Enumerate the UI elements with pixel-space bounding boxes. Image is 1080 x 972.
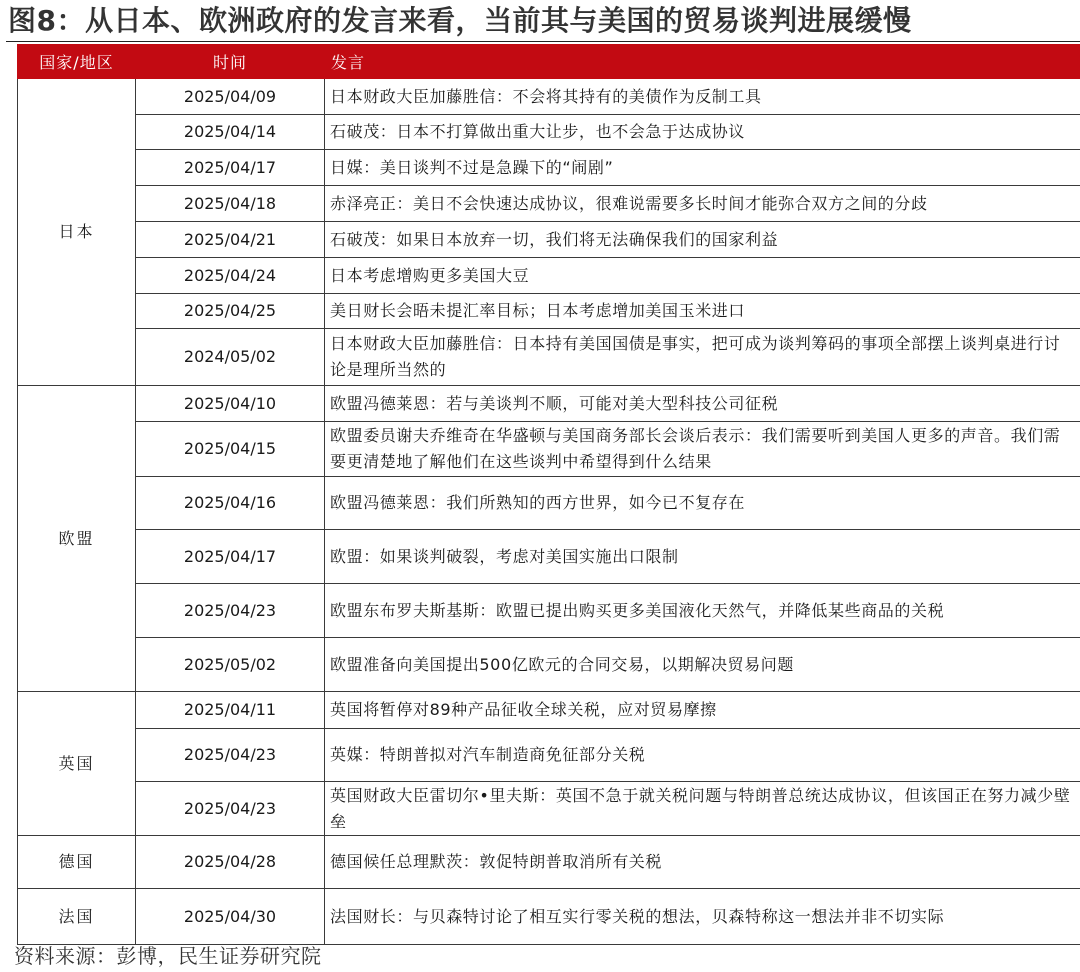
table-row xyxy=(18,329,1080,386)
table-row xyxy=(18,889,1080,945)
date-cell: 2025/04/17 xyxy=(136,530,325,584)
date-cell: 2025/04/11 xyxy=(136,692,325,729)
date-cell: 2025/04/30 xyxy=(136,889,325,945)
country-cell: 法国 xyxy=(18,889,136,945)
date-cell: 2025/04/15 xyxy=(136,422,325,477)
table-row xyxy=(18,386,1080,422)
header-date: 时间 xyxy=(136,45,325,79)
source-note: 资料来源：彭博，民生证券研究院 xyxy=(14,944,322,968)
statement-cell: 欧盟冯德莱恩：我们所熟知的西方世界，如今已不复存在 xyxy=(325,477,1080,530)
date-cell: 2025/04/23 xyxy=(136,729,325,782)
country-cell: 欧盟 xyxy=(18,386,136,692)
header-statement: 发言 xyxy=(325,45,1080,79)
table-row xyxy=(18,222,1080,258)
date-cell: 2025/04/18 xyxy=(136,186,325,222)
statement-cell: 石破茂：如果日本放弃一切，我们将无法确保我们的国家利益 xyxy=(325,222,1080,258)
table-row xyxy=(18,422,1080,477)
statement-cell: 英媒：特朗普拟对汽车制造商免征部分关税 xyxy=(325,729,1080,782)
date-cell: 2024/05/02 xyxy=(136,329,325,386)
statements-table xyxy=(17,44,1080,945)
statement-cell: 欧盟冯德莱恩：若与美谈判不顺，可能对美大型科技公司征税 xyxy=(325,386,1080,422)
date-cell: 2025/04/28 xyxy=(136,836,325,889)
statement-cell: 欧盟东布罗夫斯基斯：欧盟已提出购买更多美国液化天然气，并降低某些商品的关税 xyxy=(325,584,1080,638)
table-row xyxy=(18,638,1080,692)
statement-cell: 日本财政大臣加藤胜信：日本持有美国国债是事实，把可成为谈判筹码的事项全部摆上谈判桌进行讨论是理所当然的 xyxy=(325,329,1080,386)
date-cell: 2025/04/17 xyxy=(136,150,325,186)
statement-cell: 英国财政大臣雷切尔•里夫斯：英国不急于就关税问题与特朗普总统达成协议，但该国正在努力减少壁垒 xyxy=(325,782,1080,836)
date-cell: 2025/04/23 xyxy=(136,584,325,638)
statement-cell: 德国候任总理默茨：敦促特朗普取消所有关税 xyxy=(325,836,1080,889)
table-row xyxy=(18,836,1080,889)
table-row xyxy=(18,729,1080,782)
statement-cell: 日本财政大臣加藤胜信：不会将其持有的美债作为反制工具 xyxy=(325,79,1080,115)
statement-cell: 英国将暂停对89种产品征收全球关税，应对贸易摩擦 xyxy=(325,692,1080,729)
date-cell: 2025/04/25 xyxy=(136,294,325,329)
statement-cell: 欧盟准备向美国提出500亿欧元的合同交易，以期解决贸易问题 xyxy=(325,638,1080,692)
date-cell: 2025/04/24 xyxy=(136,258,325,294)
table-row xyxy=(18,692,1080,729)
statement-cell: 石破茂：日本不打算做出重大让步，也不会急于达成协议 xyxy=(325,115,1080,150)
statement-cell: 美日财长会晤未提汇率目标；日本考虑增加美国玉米进口 xyxy=(325,294,1080,329)
statement-cell: 日本考虑增购更多美国大豆 xyxy=(325,258,1080,294)
statement-cell: 欧盟委员谢夫乔维奇在华盛顿与美国商务部长会谈后表示：我们需要听到美国人更多的声音。我们需要更清楚地了解他们在这些谈判中希望得到什么结果 xyxy=(325,422,1080,477)
date-cell: 2025/04/09 xyxy=(136,79,325,115)
date-cell: 2025/04/10 xyxy=(136,386,325,422)
statement-cell: 欧盟：如果谈判破裂，考虑对美国实施出口限制 xyxy=(325,530,1080,584)
country-cell: 德国 xyxy=(18,836,136,889)
header-country: 国家/地区 xyxy=(18,45,136,79)
table-row xyxy=(18,115,1080,150)
table-row xyxy=(18,584,1080,638)
date-cell: 2025/04/21 xyxy=(136,222,325,258)
table-row xyxy=(18,782,1080,836)
date-cell: 2025/05/02 xyxy=(136,638,325,692)
table-row xyxy=(18,186,1080,222)
country-cell: 日本 xyxy=(18,79,136,386)
date-cell: 2025/04/23 xyxy=(136,782,325,836)
title-divider xyxy=(6,41,1080,42)
table-row xyxy=(18,294,1080,329)
statement-cell: 法国财长：与贝森特讨论了相互实行零关税的想法，贝森特称这一想法并非不切实际 xyxy=(325,889,1080,945)
table-row xyxy=(18,477,1080,530)
table-header-row xyxy=(18,45,1080,79)
table-row xyxy=(18,530,1080,584)
table-row xyxy=(18,150,1080,186)
table-row xyxy=(18,79,1080,115)
date-cell: 2025/04/16 xyxy=(136,477,325,530)
table-row xyxy=(18,258,1080,294)
date-cell: 2025/04/14 xyxy=(136,115,325,150)
country-cell: 英国 xyxy=(18,692,136,836)
statement-cell: 日媒：美日谈判不过是急躁下的“闹剧” xyxy=(325,150,1080,186)
statement-cell: 赤泽亮正：美日不会快速达成协议，很难说需要多长时间才能弥合双方之间的分歧 xyxy=(325,186,1080,222)
figure-title: 图8：从日本、欧洲政府的发言来看，当前其与美国的贸易谈判进展缓慢 xyxy=(8,4,912,37)
